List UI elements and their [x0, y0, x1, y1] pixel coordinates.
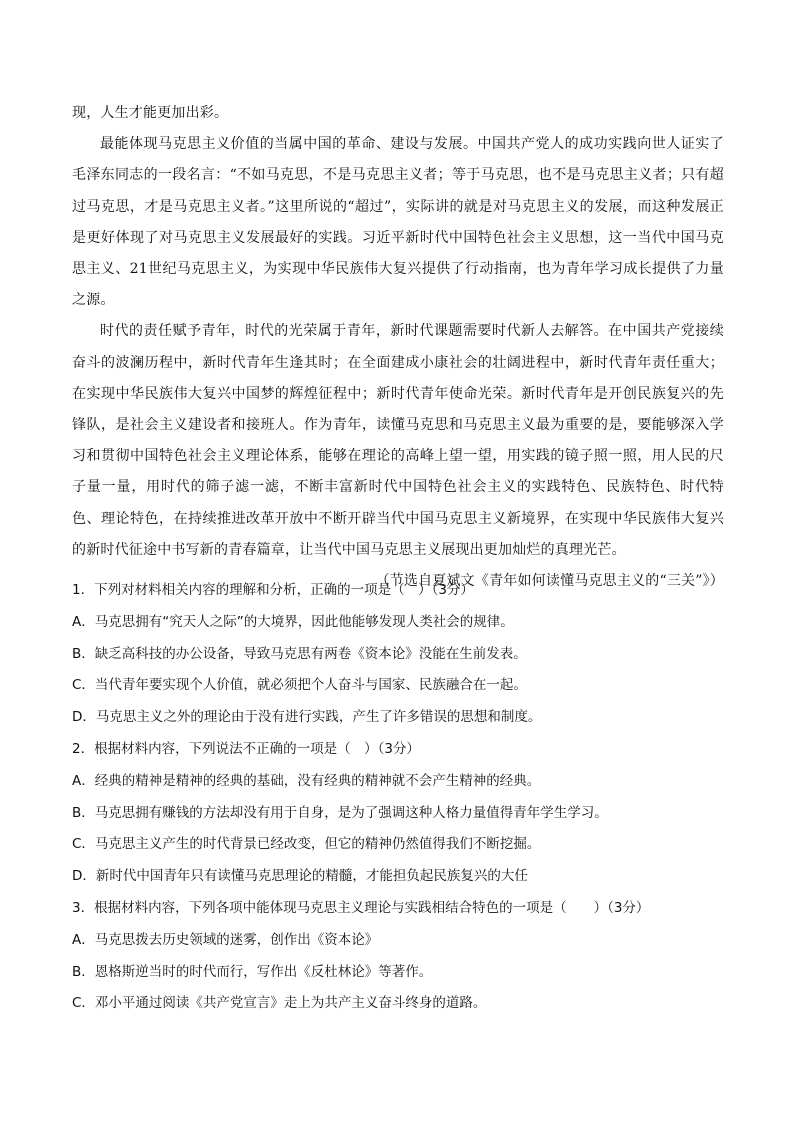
question-3-option-a: A．马克思拨去历史领域的迷雾，创作出《资本论》	[72, 931, 379, 948]
passage-paragraph-continued: 现，人生才能更加出彩。	[72, 105, 229, 121]
question-2-stem: 2．根据材料内容，下列说法不正确的一项是（ ）（3分）	[72, 740, 420, 757]
question-2-option-d: D．新时代中国青年只有读懂马克思理论的精髓，才能担负起民族复兴的大任	[72, 868, 528, 885]
question-3-option-c: C．邓小平通过阅读《共产党宣言》走上为共产主义奋斗终身的道路。	[72, 995, 487, 1012]
passage-paragraph-2: 时代的责任赋予青年，时代的光荣属于青年，新时代课题需要时代新人去解答。在中国共产党接续奋斗的波澜历程中，新时代青年生逢其时；在全面建成小康社会的壮阔进程中，新时代青年责任重大；在实现中华民族伟大复兴中国梦的辉煌征程中；新时代青年使命光荣。新时代青年是开创民族复兴的先锋队，是社会主义建设者和接班人。作为青年，读懂马克思和马克思主义最为重要的是，要能够深入学习和贯彻中国特色社会主义理论体系，能够在理论的高峰上望一望，用实践的镜子照一照，用人民的尺子量一量，用时代的筛子滤一滤，不断丰富新时代中国特色社会主义的实践特色、民族特色、时代特色、理论特色，在持续推进改革开放中不断开辟当代中国马克思主义新境界，在实现中华民族伟大复兴的新时代征途中书写新的青春篇章，让当代中国马克思主义展现出更加灿烂的真理光芒。	[72, 323, 724, 558]
question-2-option-c: C．马克思主义产生的时代背景已经改变，但它的精神仍然值得我们不断挖掘。	[72, 836, 541, 853]
question-list	[72, 575, 724, 1020]
question-1-option-a: A．马克思拥有“究天人之际”的大境界，因此他能够发现人类社会的规律。	[72, 613, 514, 630]
question-2-option-b: B．马克思拥有赚钱的方法却没有用于自身，是为了强调这种人格力量值得青年学生学习。	[72, 804, 608, 821]
passage-source: （节选自夏斌文《青年如何读懂马克思主义的“三关”》）	[375, 573, 724, 590]
question-1-option-b: B．缺乏高科技的办公设备，导致马克思有两卷《资本论》没能在生前发表。	[72, 645, 527, 662]
question-1-option-c: C．当代青年要实现个人价值，就必须把个人奋斗与国家、民族融合在一起。	[72, 677, 527, 694]
reading-passage	[72, 98, 724, 597]
question-3-stem: 3．根据材料内容，下列各项中能体现马克思主义理论与实践相结合特色的一项是（ ）（3分）	[72, 899, 650, 916]
question-1-stem: 1．下列对材料相关内容的理解和分析，正确的一项是（ ）（3分）	[72, 582, 474, 598]
question-3-option-b: B．恩格斯逆当时的时代而行，写作出《反杜林论》等著作。	[72, 963, 433, 980]
passage-paragraph-1: 最能体现马克思主义价值的当属中国的革命、建设与发展。中国共产党人的成功实践向世人证实了毛泽东同志的一段名言：“不如马克思，不是马克思主义者；等于马克思，也不是马克思主义者；只有超过马克思，才是马克思主义者。”这里所说的“超过”，实际讲的就是对马克思主义的发展，而这种发展正是更好体现了对马克思主义发展最好的实践。习近平新时代中国特色社会主义思想，这一当代中国马克思主义、21世纪马克思主义，为实现中华民族伟大复兴提供了行动指南，也为青年学习成长提供了力量之源。	[72, 136, 724, 309]
question-1-option-d: D．马克思主义之外的理论由于没有进行实践，产生了许多错误的思想和制度。	[72, 709, 542, 726]
question-2-option-a: A．经典的精神是精神的经典的基础，没有经典的精神就不会产生精神的经典。	[72, 772, 541, 789]
